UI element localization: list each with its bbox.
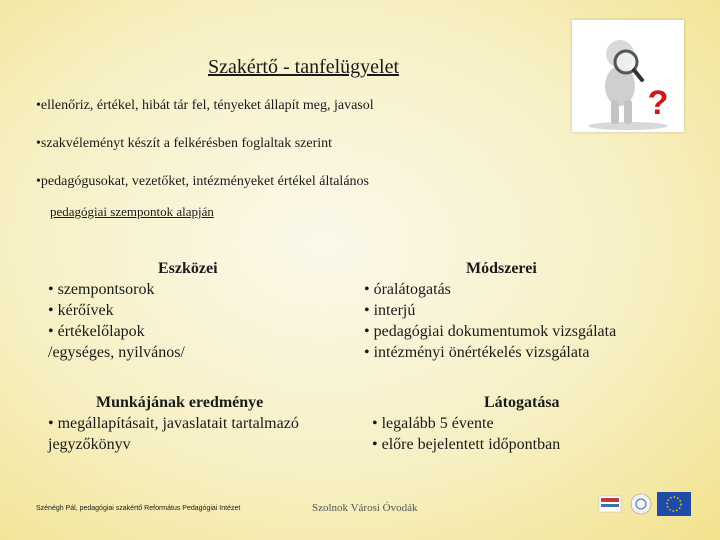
eszkozei-heading: Eszközei xyxy=(158,260,218,277)
eredmenye-heading: Munkájának eredménye xyxy=(96,394,264,411)
bullet-2: •szakvéleményt készít a felkérésben foglaltak szerint xyxy=(36,136,333,151)
eszkozei-item: /egységes, nyilvános/ xyxy=(48,344,185,361)
latogatasa-item: • előre bejelentett időpontban xyxy=(372,436,561,453)
eredmenye-item: jegyzőkönyv xyxy=(48,436,131,453)
modszerei-item: • intézményi önértékelés vizsgálata xyxy=(364,344,590,361)
modszerei-item: • óralátogatás xyxy=(364,281,451,298)
eu-logo-icon xyxy=(597,490,693,518)
modszerei-item: • interjú xyxy=(364,302,416,319)
modszerei-block xyxy=(364,258,616,363)
latogatasa-block xyxy=(372,392,560,455)
footer-author: Szénégh Pál, pedagógiai szakértő Református Pedagógiai Intézet xyxy=(36,505,241,512)
modszerei-heading: Módszerei xyxy=(466,260,537,277)
eszkozei-item: • kérőívek xyxy=(48,302,114,319)
bullet-3: •pedagógusokat, vezetőket, intézményeket értékel általános xyxy=(36,174,369,189)
title-part1: Szakértő xyxy=(208,56,278,78)
magnifier-figure-icon xyxy=(572,20,684,132)
latogatasa-item: • legalább 5 évente xyxy=(372,415,494,432)
title-part2: - tanfelügyelet xyxy=(277,56,400,78)
footer-organization: Szolnok Városi Óvodák xyxy=(312,502,418,514)
eszkozei-item: • értékelőlapok xyxy=(48,323,145,340)
eszkozei-item: • szempontsorok xyxy=(48,281,155,298)
eredmenye-block xyxy=(48,392,299,455)
page-title xyxy=(208,56,399,79)
bullet-3-continuation: pedagógiai szempontok alapján xyxy=(50,204,214,219)
bullet-1: •ellenőriz, értékel, hibát tár fel, tényeket állapít meg, javasol xyxy=(36,98,374,113)
eredmenye-item: • megállapításait, javaslatait tartalmazó xyxy=(48,415,299,432)
latogatasa-heading: Látogatása xyxy=(484,394,560,411)
modszerei-item: • pedagógiai dokumentumok vizsgálata xyxy=(364,323,617,340)
question-mark-icon xyxy=(648,84,669,122)
eszkozei-block xyxy=(48,258,218,363)
svg-text:?: ? xyxy=(647,84,669,122)
